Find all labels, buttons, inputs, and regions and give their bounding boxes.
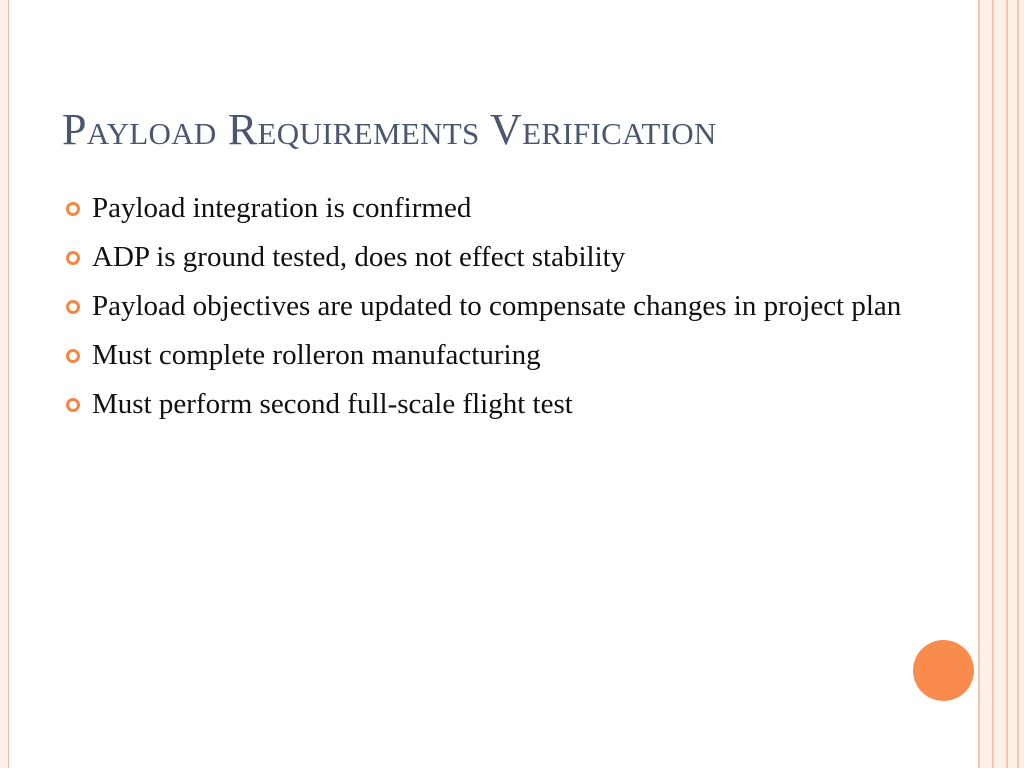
frame-line — [1006, 0, 1008, 768]
bullet-text: ADP is ground tested, does not effect stability — [92, 241, 626, 273]
decorative-circle — [913, 640, 974, 701]
bullet-item — [64, 286, 914, 326]
bullet-item — [64, 237, 914, 277]
bullet-text: Payload objectives are updated to compensate changes in project plan — [92, 290, 902, 322]
frame-line — [992, 0, 994, 768]
circle-bullet-icon — [66, 349, 80, 363]
bullet-list — [64, 188, 914, 433]
circle-bullet-icon — [66, 202, 80, 216]
bullet-text: Must complete rolleron manufacturing — [92, 339, 541, 371]
bullet-text: Must perform second full-scale flight test — [92, 388, 573, 420]
bullet-text: Payload integration is confirmed — [92, 192, 472, 224]
circle-bullet-icon — [66, 251, 80, 265]
bullet-item — [64, 188, 914, 228]
circle-bullet-icon — [66, 300, 80, 314]
bullet-item — [64, 335, 914, 375]
frame-line — [978, 0, 980, 768]
frame-line — [1017, 0, 1019, 768]
circle-bullet-icon — [66, 398, 80, 412]
slide-title: Payload Requirements Verification — [62, 105, 717, 154]
bullet-item — [64, 384, 914, 424]
